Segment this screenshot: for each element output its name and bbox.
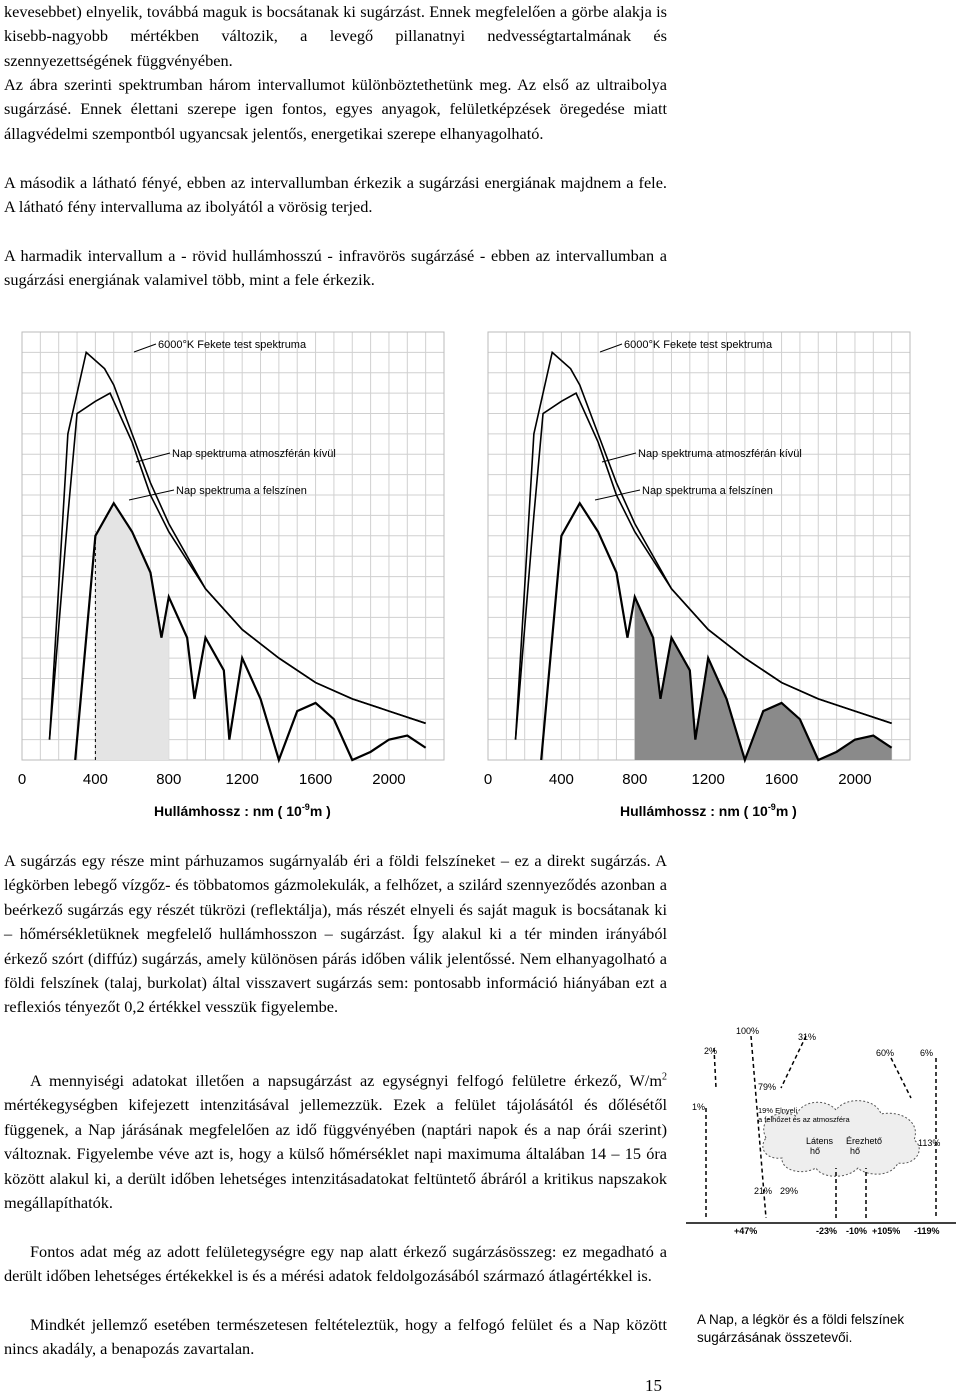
x-tick-label: 1200 xyxy=(225,771,259,788)
label-atmosphere: Nap spektruma atmoszférán kívül xyxy=(172,448,336,460)
diagram-label: +105% xyxy=(872,1226,901,1236)
intensity-text-after: mértékegységben kifejezett intenzitásával jellemezzük. Ezek a felület tájolásától és dőlésétől függenek, a Nap járásának megfelelően az idő függvényében (naptári napok és a nap órái szerint) változnak. Figyelembe véve azt is, hogy a külső hőmérséklet napi maximuma általában 14 – 15 óra között alakul ki, a derült időben lehetséges intenzitásadatokat feltüntető ábráról a kritikus napszakok megállapíthatók. xyxy=(4,1095,667,1213)
paragraph-infrared: A harmadik intervallum a - rövid hullámhosszú - infravörös sugárzásé - ebben az intervallumban a sugárzási energiának valamivel több, mint a fele érkezik. xyxy=(4,246,667,290)
spectrum-chart-right-svg xyxy=(480,322,928,822)
x-tick-label: 800 xyxy=(156,771,182,788)
diagram-label: a felhőzet és az atmoszféra xyxy=(758,1115,850,1124)
diagram-label: -119% xyxy=(914,1226,940,1236)
spectrum-chart-left-svg xyxy=(14,322,462,822)
label-blackbody: 6000°K Fekete test spektruma xyxy=(158,339,307,351)
paragraph-intro: kevesebbet) elnyelik, továbbá maguk is bocsátanak ki sugárzást. Ennek megfelelően a görbe alakja is kisebb-nagyobb mértékben változik, a levegő pillanatnyi nedvességtartalmának és szennyezettségének függvényében. xyxy=(4,2,667,70)
paragraph-visible-light: A második a látható fényé, ebben az intervallumban érkezik a sugárzási energiának majdnem a fele. A látható fény intervalluma az ibolyától a vörösig terjed. xyxy=(4,173,667,217)
x-tick-label: 1200 xyxy=(691,771,725,788)
paragraph-three-intervals: Az ábra szerinti spektrumban három intervallumot különböztethetünk meg. Az első az ultraibolya sugárzásé. Ennek élettani szerepe igen fontos, egyes anyagok, felületképzések öregedése miatt állagvédelmi szempontból ugyancsak jelentős, energetikai szerepe elhanyagolható. xyxy=(4,75,667,143)
diagram-label: 21% xyxy=(754,1186,773,1196)
x-axis-title: Hullámhossz : nm ( $10^{-9}m$ ) xyxy=(620,802,797,819)
diagram-label: hő xyxy=(810,1146,821,1156)
x-tick-label: 400 xyxy=(82,771,108,788)
x-tick-label: 800 xyxy=(622,771,648,788)
diagram-label: 19% Elnyeli xyxy=(758,1106,798,1115)
label-blackbody: 6000°K Fekete test spektruma xyxy=(624,339,773,351)
diagram-label: 6% xyxy=(920,1048,934,1058)
spectrum-chart-right xyxy=(480,322,928,822)
x-tick-label: 0 xyxy=(483,771,493,788)
diagram-label: 100% xyxy=(736,1026,760,1036)
spectrum-chart-left xyxy=(14,322,462,822)
grid xyxy=(488,332,910,760)
diagram-label: 1% xyxy=(692,1102,706,1112)
paragraph-daily-sum: Fontos adat még az adott felületegységre egy nap alatt érkező sugárzásösszeg: ez megadható a derült időben lehetséges értékekkel is és a mérési adatok feldolgozásából származó átlagértékkel is. xyxy=(4,1242,667,1286)
radiation-balance-diagram xyxy=(686,1018,956,1248)
diagram-label: 2% xyxy=(704,1046,718,1056)
label-atmosphere: Nap spektruma atmoszférán kívül xyxy=(638,448,802,460)
label-surface: Nap spektruma a felszínen xyxy=(642,485,773,497)
x-tick-label: 1600 xyxy=(298,771,333,788)
x-axis-title: Hullámhossz : nm ( $10^{-9}m$ ) xyxy=(154,802,331,819)
pointer-blackbody xyxy=(134,344,156,352)
diagram-label: 79% xyxy=(758,1082,777,1092)
paragraph-no-obstacle: Mindkét jellemző esetében természetesen feltételeztük, hogy a felfogó felület és a Nap között nincs akadály, a benapozás zavartalan. xyxy=(4,1315,667,1359)
label-surface: Nap spektruma a felszínen xyxy=(176,485,307,497)
diagram-label: 113% xyxy=(918,1138,941,1148)
x-tick-label: 1600 xyxy=(764,771,799,788)
diagram-label: Érezhető xyxy=(846,1136,883,1146)
grid xyxy=(22,332,444,760)
page-number: 15 xyxy=(645,1376,662,1395)
diagram-label: hő xyxy=(850,1146,861,1156)
diagram-label: +47% xyxy=(734,1226,758,1236)
surface-fill-area xyxy=(95,503,168,760)
diagram-label: 31% xyxy=(798,1032,817,1042)
paragraph-direct-diffuse: A sugárzás egy része mint párhuzamos sugárnyaláb éri a földi felszíneket – ez a direkt sugárzás. A légkörben lebegő vízgőz- és többatomos gázmolekulák, a felhőzet, a szilárd szennyeződés azonban a beérkező sugárzás egy részét tükrözi (reflektálja), más részét elnyeli és saját maguk is bocsátanak ki – hőmérsékletüknek megfelelő hullámhosszon – sugárzást. Így alakul ki a tér minden irányából érkező szórt (diffúz) sugárzás, amely különösen párás időben válik jelentőssé. Nem elhanyagolható a földi felszínek (talaj, burkolat) által visszavert sugárzás sem: pontosabb információ hiányában ezt a reflexiós tényezőt 0,2 értékkel vesszük figyelembe. xyxy=(4,851,667,1017)
x-tick-label: 2000 xyxy=(838,771,872,788)
paragraph-intensity xyxy=(4,1069,667,1215)
diagram-label: 29% xyxy=(780,1186,799,1196)
x-tick-label: 0 xyxy=(17,771,27,788)
diagram-label: 60% xyxy=(876,1048,895,1058)
x-tick-label: 2000 xyxy=(372,771,406,788)
diagram-label: -10% xyxy=(846,1226,868,1236)
radiation-balance-svg xyxy=(686,1018,956,1243)
unit-exponent: 2 xyxy=(662,1071,667,1083)
diagram-caption: A Nap, a légkör és a földi felszínek sugárzásának összetevői. xyxy=(697,1312,905,1345)
intensity-text-before: A mennyiségi adatokat illetően a napsugárzást az egységnyi felfogó felületre érkező, W/m xyxy=(30,1071,662,1090)
x-tick-label: 400 xyxy=(548,771,574,788)
pointer-blackbody xyxy=(600,344,622,352)
diagram-label: -23% xyxy=(816,1226,838,1236)
diagram-label: Látens xyxy=(806,1136,834,1146)
